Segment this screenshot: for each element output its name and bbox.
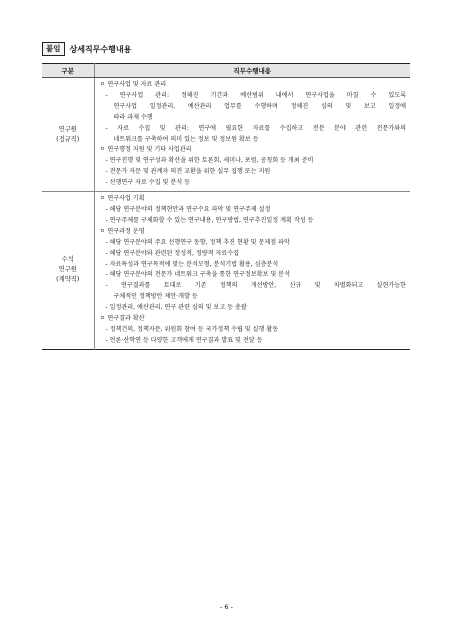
category-label: 연구원	[58, 125, 77, 133]
document-title: 상세직무수행내용	[69, 44, 132, 54]
duty-item: - 해당 연구분야의 정책현안과 연구수요 파악 및 연구주제 설정	[105, 205, 271, 213]
duty-item: - 자료특성과 연구목적에 맞는 분석모형, 분석기법 활용, 심층분석	[105, 260, 279, 268]
table-header-row	[42, 64, 410, 78]
attachment-badge: 붙임	[42, 42, 65, 56]
page-number: - 6 -	[220, 603, 233, 611]
duty-item: - 언론·산학연 등 다양한 고객에게 연구결과 발표 및 전달 등	[105, 336, 263, 344]
duty-item: - 해당 연구분야와 관련된 정성적, 정량적 자료수집	[105, 249, 239, 257]
category-cell	[42, 192, 94, 350]
duty-item-continued: 네트워크를 구축하여 의미 있는 정보 및 정보원 확보 등	[113, 135, 259, 143]
attachment-header	[42, 42, 131, 56]
header-category: 구분	[42, 64, 94, 78]
duty-item: - 일정관리, 예산관리, 연구 관련 심의 및 보고 등 총괄	[105, 304, 247, 312]
duty-item: - 연구사업 관리: 정해진 기간과 예산범위 내에서 연구사업을 마칠 수 있도록	[105, 91, 406, 99]
table-row	[42, 192, 410, 350]
duty-heading: ㅇ 연구사업 기획	[99, 195, 145, 203]
duty-table	[42, 63, 410, 350]
duty-item: - 선행연구 자료 수집 및 분석 등	[105, 179, 190, 187]
duty-item: - 연구결과를 토대로 기존 정책의 개선방안, 신규 및 차별화되고 실현가능한	[105, 282, 406, 290]
duty-item: - 정책건의, 정책자문, 위원회 참여 등 국가정책 수립 및 실행 활동	[105, 325, 279, 333]
duty-item-continued: 구체적인 정책방안 제안·개발 등	[113, 293, 198, 301]
duty-heading: ㅇ 연구결과 확산	[99, 315, 145, 323]
table-row	[42, 78, 410, 192]
duty-heading: ㅇ 연구사업 및 자료 관리	[99, 81, 167, 88]
duties-cell	[94, 78, 410, 192]
duty-item-continued: 따라 과제 수행	[113, 113, 153, 121]
duty-item: - 연구진행 및 연구성과 확산을 위한 토론회, 세미나, 포럼, 공청회 등 개최 준비	[105, 157, 314, 165]
duties-cell	[94, 192, 410, 350]
header-duties: 직무수행내용	[94, 64, 410, 78]
duty-item: - 전문가 자문 및 관계자 의견 교환을 위한 실무 집행 또는 지원	[105, 168, 271, 176]
duty-heading: ㅇ 연구과정 운영	[99, 227, 145, 235]
category-label: (정규직)	[56, 135, 80, 143]
category-label: 연구원	[58, 266, 77, 274]
category-cell	[42, 78, 94, 192]
category-label: (계약직)	[56, 276, 80, 284]
duty-heading: ㅇ 연구행정 지원 및 기타 사업관리	[99, 146, 192, 154]
duty-item: - 해당 연구분야의 주요 선행연구 동향, 정책 추진 현황 및 문제점 파악	[105, 238, 290, 246]
duty-item: - 해당 연구분야의 전문가 네트워크 구축을 통한 연구정보확보 및 분석	[105, 271, 290, 279]
duty-item: - 자료 수집 및 관리: 연구에 필요한 자료를 수집하고 전문 분야 관련 전문가와의	[105, 124, 406, 132]
duty-item: - 연구주제를 구체화할 수 있는 연구내용, 연구방법, 연구추진일정 계획 작성 등	[105, 216, 314, 224]
duty-item-continued: 연구사업 일정관리, 예산관리 업무를 수행하며 정해진 심의 및 보고 일정에	[113, 102, 406, 110]
category-label: 수석	[61, 256, 74, 264]
